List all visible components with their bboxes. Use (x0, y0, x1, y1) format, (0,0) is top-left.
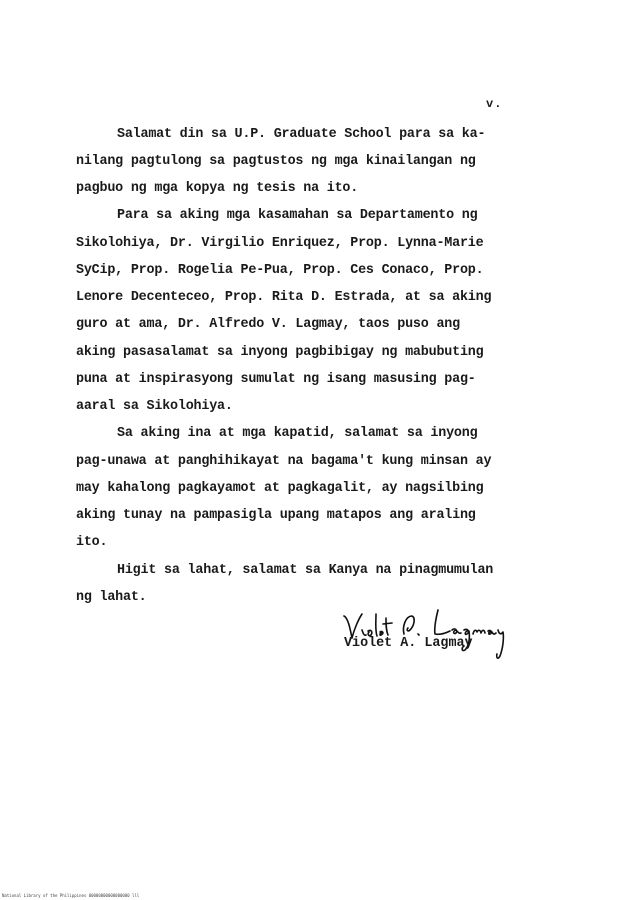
handwritten-signature (340, 604, 530, 664)
paragraph-1-line-1: Salamat din sa U.P. Graduate School para sa ka- (117, 127, 486, 142)
page-number: v. (486, 97, 503, 111)
paragraph-2-line-2: Sikolohiya, Dr. Virgilio Enriquez, Prop. Lynna-Marie (76, 236, 484, 251)
paragraph-3-line-1: Sa aking ina at mga kapatid, salamat sa inyong (117, 426, 478, 441)
paragraph-1-line-3: pagbuo ng mga kopya ng tesis na ito. (76, 181, 359, 196)
paragraph-2-line-7: puna at inspirasyong sumulat ng isang masusing pag- (76, 372, 476, 387)
paragraph-3-line-2: pag-unawa at panghihikayat na bagama't kung minsan ay (76, 454, 492, 469)
paragraph-2-line-1: Para sa aking mga kasamahan sa Departamento ng (117, 208, 478, 223)
paragraph-3-line-3: may kahalong pagkayamot at pagkagalit, ay nagsilbing (76, 481, 484, 496)
paragraph-3-line-4: aking tunay na pampasigla upang matapos ang araling (76, 508, 476, 523)
paragraph-2-line-4: Lenore Decenteceo, Prop. Rita D. Estrada, at sa aking (76, 290, 492, 305)
paragraph-2-line-5: guro at ama, Dr. Alfredo V. Lagmay, taos puso ang (76, 317, 460, 332)
paragraph-2-line-8: aaral sa Sikolohiya. (76, 399, 233, 414)
signer-printed-name: Violet A. Lagmay (344, 636, 473, 651)
paragraph-2-line-3: SyCip, Prop. Rogelia Pe-Pua, Prop. Ces Conaco, Prop. (76, 263, 484, 278)
library-footer: National Library of the Philippines 00000000000000000 lll (2, 893, 140, 898)
paragraph-4-line-1: Higit sa lahat, salamat sa Kanya na pinagmumulan (117, 563, 494, 578)
paragraph-2-line-6: aking pasasalamat sa inyong pagbibigay ng mabubuting (76, 345, 484, 360)
paragraph-3-line-5: ito. (76, 535, 108, 550)
paragraph-4-line-2: ng lahat. (76, 590, 147, 605)
paragraph-1-line-2: nilang pagtulong sa pagtustos ng mga kinailangan ng (76, 154, 476, 169)
